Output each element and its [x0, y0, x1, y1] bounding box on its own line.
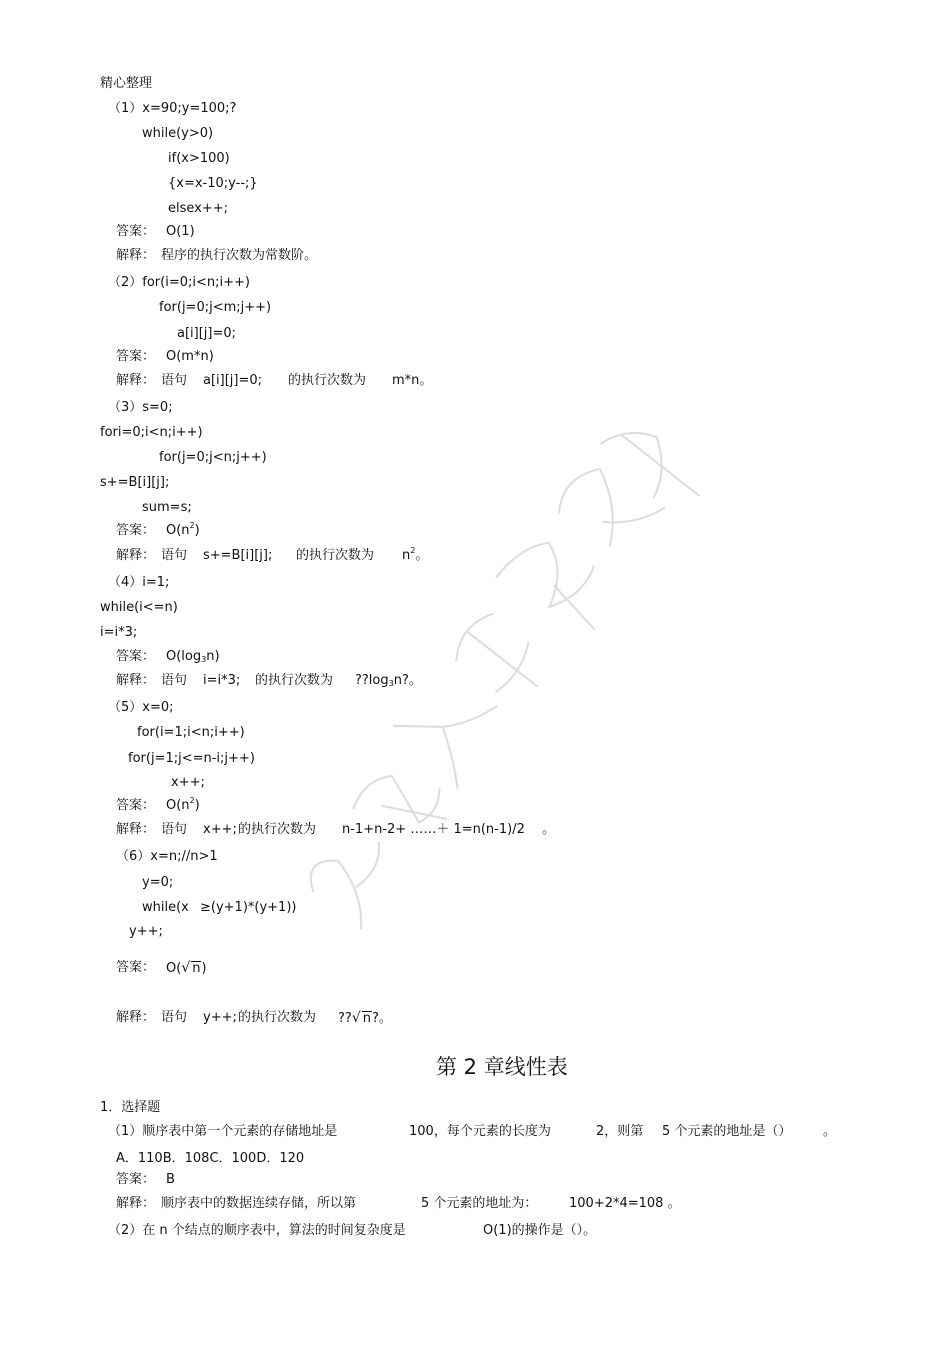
- code-line: （2）for(i=0;i<n;i++): [108, 275, 250, 290]
- explain-value: n-1+n-2+ ……＋ 1=n(n-1)/2: [342, 822, 525, 837]
- explain-mid: 的执行次数为: [238, 822, 317, 837]
- answer-value: B: [166, 1172, 175, 1187]
- code-line: if(x>100): [168, 151, 230, 166]
- explain-label: 解释：: [116, 373, 156, 388]
- explain-text: 顺序表中的数据连续存储，所以第: [161, 1196, 357, 1211]
- answer-label: 答案：: [116, 224, 156, 239]
- explain-text: 5 个元素的地址为：: [421, 1196, 538, 1211]
- sqrt-icon: √: [181, 960, 191, 976]
- explain-value: $??\log_3n$?。: [355, 673, 422, 688]
- explain-label: 解释：: [116, 1010, 156, 1025]
- code-line: （5）x=0;: [108, 700, 174, 715]
- explain-mid: 的执行次数为: [288, 373, 367, 388]
- answer-label: 答案：: [116, 649, 156, 664]
- explain-stmt: i=i*3;: [203, 673, 241, 688]
- explain-text: 100+2*4=108 。: [569, 1196, 681, 1211]
- explain-end: 。: [542, 822, 556, 837]
- code-line: a[i][j]=0;: [177, 326, 237, 341]
- code-line: for(j=0;j<m;j++): [159, 300, 272, 315]
- code-line: while(i<=n): [100, 600, 178, 615]
- code-line: elsex++;: [168, 201, 229, 216]
- code-line: for(j=0;j<n;j++): [159, 450, 267, 465]
- code-line: （4）i=1;: [108, 575, 170, 590]
- question-text: （2）在 n 个结点的顺序表中，算法的时间复杂度是: [108, 1223, 406, 1238]
- code-line: i=i*3;: [100, 625, 138, 640]
- explain-mid: 的执行次数为: [296, 548, 375, 563]
- question-text: 2，则第: [596, 1124, 644, 1139]
- answer-value: O(m*n): [166, 349, 214, 364]
- code-line: fori=0;i<n;i++): [100, 425, 203, 440]
- code-line: （1）x=90;y=100;?: [108, 101, 237, 116]
- code-line: y=0;: [142, 875, 174, 890]
- code-line: （3）s=0;: [108, 400, 173, 415]
- question-text: 。: [823, 1124, 837, 1139]
- explain-prefix: 语句: [161, 822, 188, 837]
- explain-stmt: y++;: [203, 1010, 237, 1025]
- explain-stmt: a[i][j]=0;: [203, 373, 263, 388]
- explain-prefix: 语句: [161, 1010, 188, 1025]
- code-line: for(i=1;i<n;i++): [137, 725, 245, 740]
- explain-mid: 的执行次数为: [238, 1010, 317, 1025]
- code-line: {x=x-10;y--;}: [168, 176, 258, 191]
- answer-label: 答案：: [116, 1172, 156, 1187]
- explain-label: 解释：: [116, 548, 156, 563]
- explain-prefix: 语句: [161, 373, 188, 388]
- explain-value: m*n。: [392, 373, 433, 388]
- code-line: s+=B[i][j];: [100, 475, 170, 490]
- answer-value: O(√ n): [166, 960, 207, 976]
- explain-value: ??√ n?。: [338, 1010, 392, 1026]
- answer-label: 答案：: [116, 523, 156, 538]
- explain-stmt: s+=B[i][j];: [203, 548, 273, 563]
- answer-label: 答案：: [116, 960, 156, 975]
- question-text: （1）顺序表中第一个元素的存储地址是: [108, 1124, 338, 1139]
- explain-label: 解释：: [116, 822, 156, 837]
- answer-label: 答案：: [116, 349, 156, 364]
- sqrt-icon: √: [351, 1010, 361, 1026]
- code-line: sum=s;: [142, 500, 192, 515]
- question-options: A．110B．108C．100D．120: [116, 1151, 305, 1166]
- answer-label: 答案：: [116, 798, 156, 813]
- code-line: ≥(y+1)*(y+1)): [200, 900, 297, 915]
- code-line: x++;: [171, 775, 205, 790]
- explain-value: $n^2$。: [402, 546, 429, 563]
- explain-prefix: 语句: [161, 548, 188, 563]
- explain-text: 程序的执行次数为常数阶。: [161, 248, 318, 263]
- explain-label: 解释：: [116, 248, 156, 263]
- code-line: while(y>0): [142, 126, 214, 141]
- code-line: for(j=1;j<=n-i;j++): [128, 751, 255, 766]
- answer-value: $O(n^2)$: [166, 521, 200, 538]
- chapter-title: 第 2 章线性表: [436, 1055, 568, 1079]
- code-line: while(x: [142, 900, 189, 915]
- explain-label: 解释：: [116, 1196, 156, 1211]
- explain-stmt: x++;: [203, 822, 237, 837]
- question-text: O(1)的操作是（）。: [483, 1223, 597, 1238]
- page-header: 精心整理: [100, 76, 153, 91]
- answer-value: $O(n^2)$: [166, 796, 200, 813]
- answer-value: $O(\log_3n)$: [166, 649, 220, 664]
- answer-value: O(1): [166, 224, 195, 239]
- question-text: 5 个元素的地址是（）: [662, 1124, 792, 1139]
- explain-label: 解释：: [116, 673, 156, 688]
- code-line: （6）x=n;//n>1: [116, 849, 218, 864]
- explain-prefix: 语句: [161, 673, 188, 688]
- explain-mid: 的执行次数为: [255, 673, 334, 688]
- section-heading: 1．选择题: [100, 1100, 161, 1115]
- question-text: 100，每个元素的长度为: [409, 1124, 551, 1139]
- code-line: y++;: [129, 924, 163, 939]
